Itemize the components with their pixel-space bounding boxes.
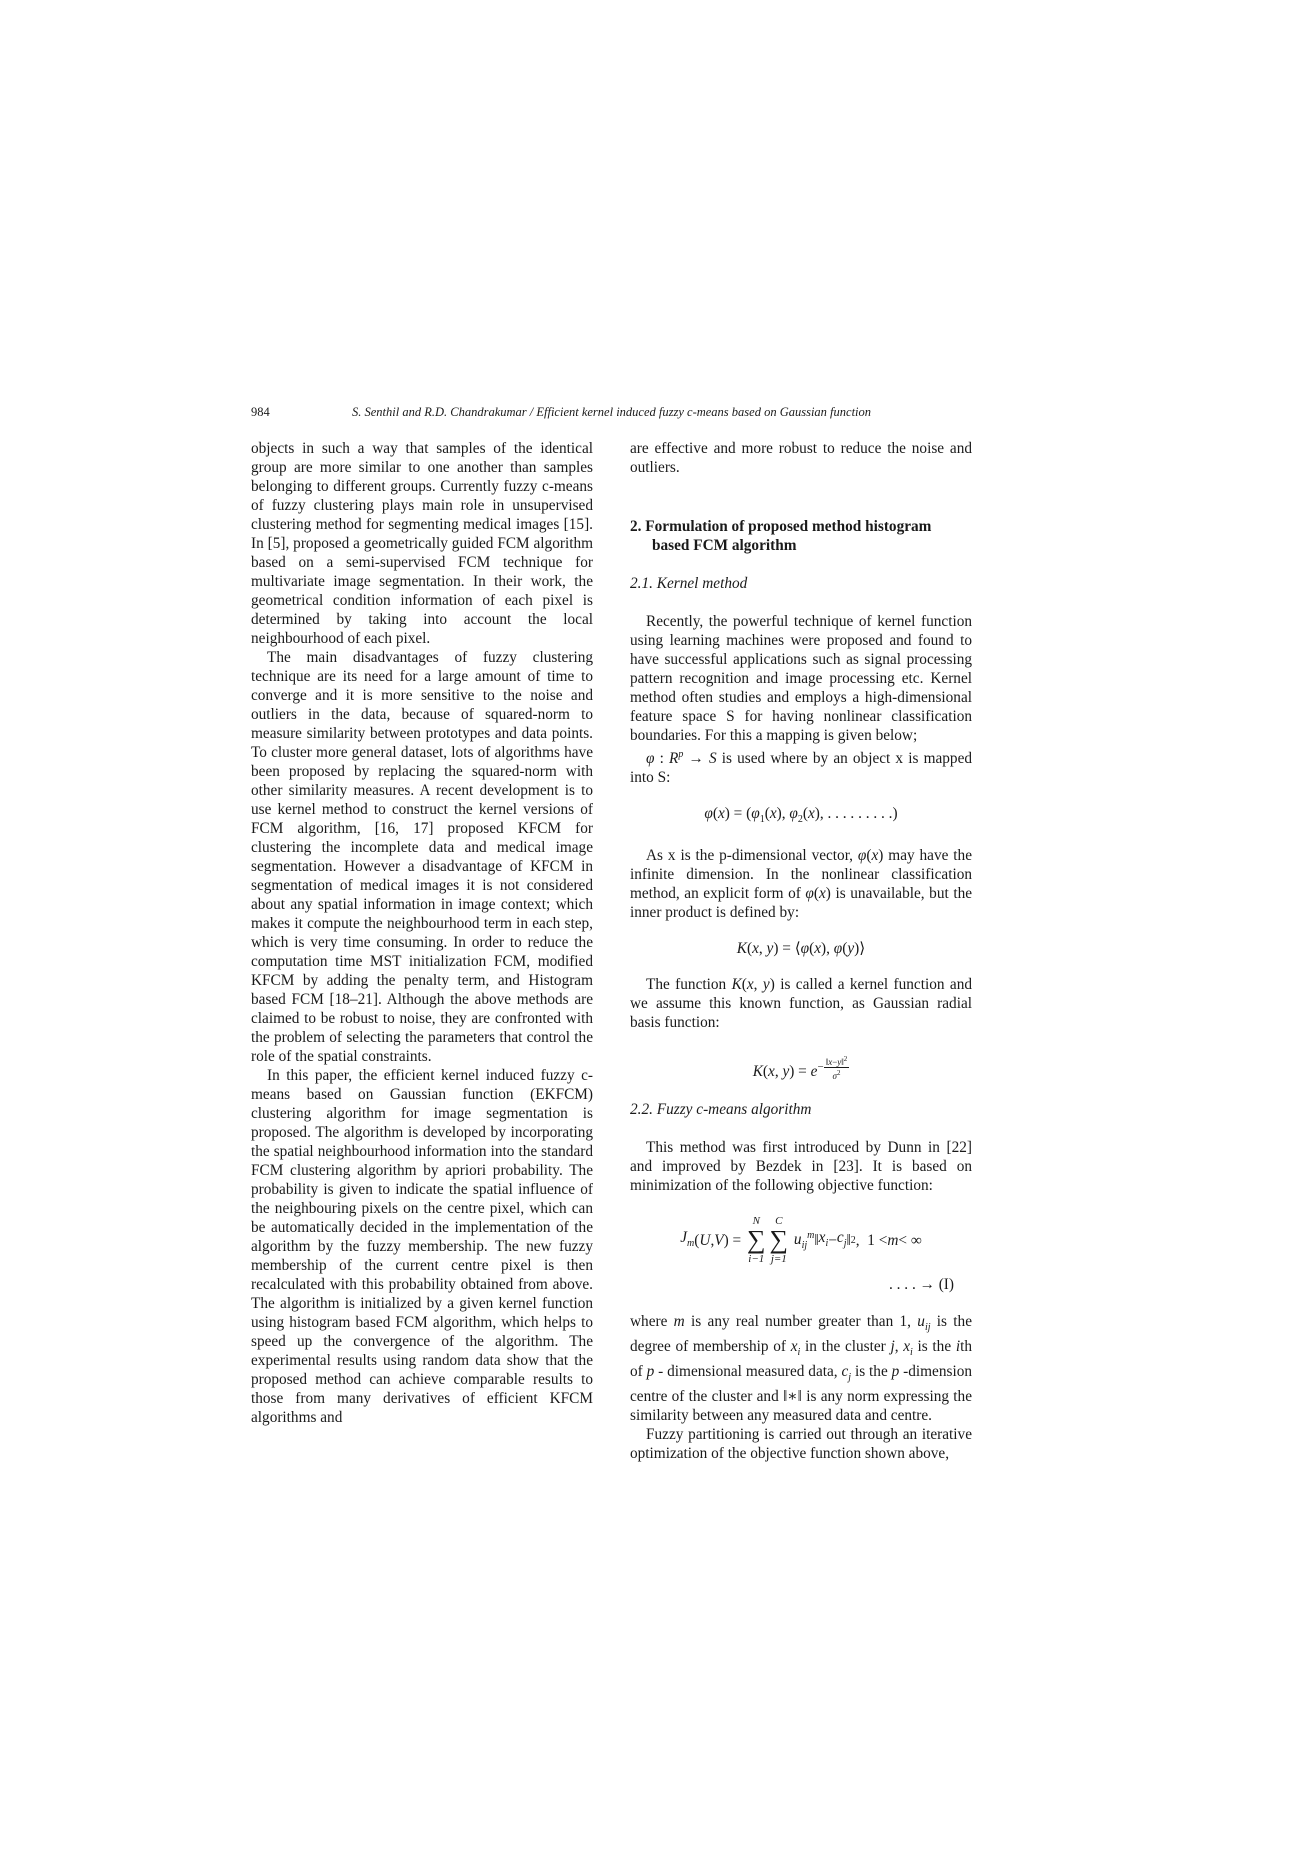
- running-title: S. Senthil and R.D. Chandrakumar / Efficient kernel induced fuzzy c-means based on Gaussian function: [352, 405, 872, 419]
- right-column: [630, 439, 972, 1463]
- equation-objective-function: $J_m$ ( U , V ) = N ∑ i−1 C ∑ j=1 $u_{ij}^m$ ‖ $x_i$ − $c_j$ ‖ 2 , 1 < m < ∞: [680, 1215, 922, 1266]
- subsection-fcm: 2.2. Fuzzy c-means algorithm: [630, 1101, 812, 1119]
- left-paragraph-3: In this paper, the efficient kernel induced fuzzy c-means based on Gaussian function (EKFCM) clustering algorithm for image segmentation is proposed. The algorithm is developed by incorporating the spatial neighbourhood information into the standard FCM clustering algorithm by apriori probability. The probability is given to indicate the spatial influence of the neighbouring pixels on the centre pixel, which can be automatically decided in the implementation of the algorithm by the fuzzy membership. The new fuzzy membership of the current centre pixel is then recalculated with this probability obtained from above. The algorithm is initialized by a given kernel function using histogram based FCM algorithm, which helps to speed up the convergence of the algorithm. The experimental results using random data show that the proposed method can achieve comparable results to those from many derivatives of efficient KFCM algorithms and: [251, 1067, 593, 1426]
- fcm-paragraph-2: where m is any real number greater than 1, $u_{ij}$ is the degree of membership of $x_i$ in the cluster j, $x_i$ is the ith of p - dimensional measured data, $c_j$ is the p -dimension centre of the cluster and ‖∗‖ is any norm expressing the similarity between any measured data and centre.: [630, 1313, 972, 1425]
- fcm-paragraph-1: This method was first introduced by Dunn in [22] and improved by Bezdek in [23]. It is based on minimization of the following objective function:: [630, 1139, 972, 1195]
- subsection-kernel-method: 2.1. Kernel method: [630, 575, 748, 592]
- right-paragraph-0: are effective and more robust to reduce the noise and outliers.: [630, 440, 972, 476]
- equation-number: . . . . → (I): [889, 1276, 954, 1294]
- equation-inner-product: K(x, y) = ⟨φ(x), φ(y)⟩: [736, 940, 866, 958]
- kernel-paragraph-1: Recently, the powerful technique of kernel function using learning machines were proposed and found to have successful applications such as signal processing pattern recognition and image processing etc. Kernel method often studies and employs a high-dimensional feature space S for having nonlinear classification boundaries. For this a mapping is given below;: [630, 613, 972, 744]
- equation-feature-map: $\varphi(x) = (\varphi_1(x)$, $\varphi_2(x)$, . . . . . . . . .): [704, 805, 898, 826]
- section-title: 2. Formulation of proposed method histogram based FCM algorithm: [630, 518, 932, 554]
- equation-gaussian-kernel: K(x, $y) = e^{- \frac{‖x-y‖^2}{\sigma^2}}$: [752, 1055, 848, 1082]
- left-column: [251, 439, 593, 1427]
- kernel-paragraph-2: φ : $R^p \to S$ is used where by an object x is mapped into S:: [630, 749, 973, 787]
- fcm-paragraph-3: Fuzzy partitioning is carried out through an iterative optimization of the objective function shown above,: [630, 1426, 972, 1463]
- left-paragraph-1: objects in such a way that samples of the identical group are more similar to one another than samples belonging to different groups. Currently fuzzy c-means of fuzzy clustering plays main role in unsupervised clustering method for segmenting medical images [15]. In [5], proposed a geometrically guided FCM algorithm based on a semi-supervised FCM technique for multivariate image segmentation. In their work, the geometrical condition information of each pixel is determined by taking into account the local neighbourhood of each pixel.: [251, 440, 593, 647]
- kernel-paragraph-4: The function K(x, y) is called a kernel function and we assume this known function, as Gaussian radial basis function:: [630, 976, 972, 1032]
- page-number: 984: [251, 405, 270, 419]
- left-paragraph-2: The main disadvantages of fuzzy clustering technique are its need for a large amount of time to converge and it is more sensitive to the noise and outliers in the data, because of squared-norm to measure similarity between prototypes and data points. To cluster more general dataset, lots of algorithms have been proposed by replacing the squared-norm with other similarity measures. A recent development is to use kernel method to construct the kernel versions of FCM algorithm, [16, 17] proposed KFCM for clustering the incomplete data and medical image segmentation. However a disadvantage of KFCM in segmentation of medical images it is not considered about any spatial information in image context; which makes it compute the neighbourhood term in each step, which is very time consuming. In order to reduce the computation time MST initialization FCM, modified KFCM by adding the penalty term, and Histogram based FCM [18–21]. Although the above methods are claimed to be robust to noise, they are confronted with the problem of selecting the parameters that control the role of the spatial constraints.: [251, 649, 593, 1065]
- kernel-paragraph-3: As x is the p-dimensional vector, φ(x) may have the infinite dimension. In the nonlinear classification method, an explicit form of φ(x) is unavailable, but the inner product is defined by:: [630, 847, 973, 922]
